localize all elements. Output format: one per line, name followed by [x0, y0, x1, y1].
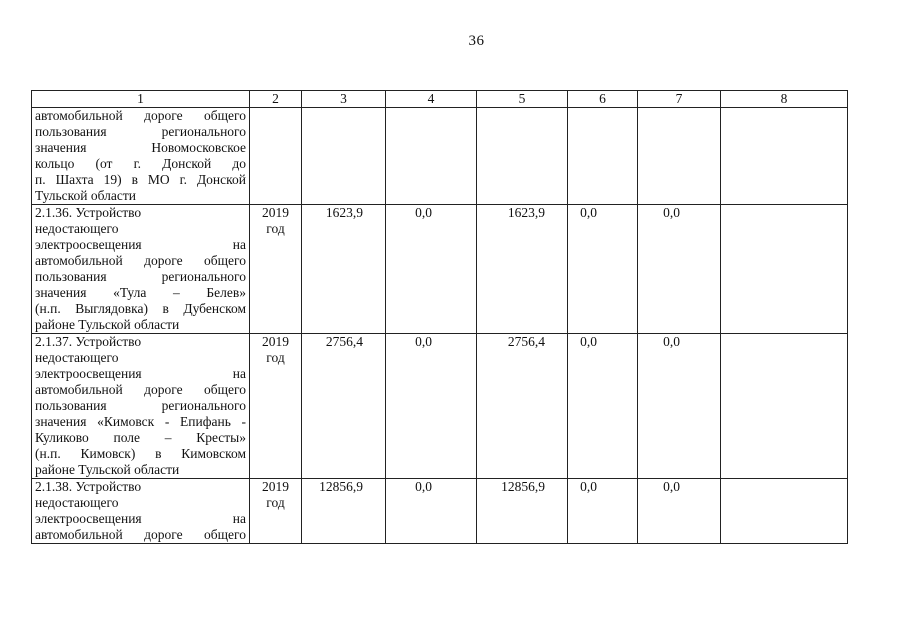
item-name-line: пользования регионального	[35, 269, 246, 284]
value-cell-8	[721, 205, 848, 334]
header-cell: 2	[250, 91, 302, 108]
header-cell: 5	[477, 91, 568, 108]
value-cell-4: 0,0	[386, 334, 477, 479]
value-cell-3	[302, 108, 386, 205]
item-name-line: недостающего	[35, 350, 119, 365]
value-cell-3: 12856,9	[302, 479, 386, 544]
year-value: 2019	[262, 334, 289, 349]
item-name-line: (н.п. Кимовск) в Кимовском	[35, 446, 246, 461]
item-name-line: электроосвещения на	[35, 237, 246, 252]
year-cell	[250, 108, 302, 205]
item-name-line: пользования регионального	[35, 124, 246, 139]
item-name-line: электроосвещения на	[35, 511, 246, 526]
item-name-line: значения Новомосковское	[35, 140, 246, 155]
item-name-line: районе Тульской области	[35, 462, 180, 477]
value-cell-7: 0,0	[638, 334, 721, 479]
item-name-line: (н.п. Выглядовка) в Дубенском	[35, 301, 246, 316]
item-name-line: автомобильной дороге общего	[35, 253, 246, 268]
item-name-line: районе Тульской области	[35, 317, 180, 332]
item-name-line: недостающего	[35, 221, 119, 236]
item-name-line: Тульской области	[35, 188, 136, 203]
year-unit: год	[266, 495, 285, 510]
page-number: 36	[468, 33, 485, 49]
item-name-line: 2.1.36. Устройство	[35, 205, 142, 220]
item-name-cell	[32, 205, 250, 334]
item-name-line: пользования регионального	[35, 398, 246, 413]
value-cell-7: 0,0	[638, 205, 721, 334]
table-row	[32, 479, 848, 544]
value-cell-4	[386, 108, 477, 205]
item-name-cell	[32, 334, 250, 479]
table-row	[32, 205, 848, 334]
item-name-line: недостающего	[35, 495, 119, 510]
value-cell-3: 1623,9	[302, 205, 386, 334]
item-name-line: 2.1.38. Устройство	[35, 479, 142, 494]
value-cell-6	[568, 108, 638, 205]
year-cell	[250, 334, 302, 479]
item-name-line: автомобильной дороге общего	[35, 382, 246, 397]
header-cell: 7	[638, 91, 721, 108]
year-cell	[250, 205, 302, 334]
year-cell	[250, 479, 302, 544]
value-cell-5: 1623,9	[477, 205, 568, 334]
value-cell-3: 2756,4	[302, 334, 386, 479]
item-name-line: автомобильной дороге общего	[35, 108, 246, 123]
value-cell-5: 2756,4	[477, 334, 568, 479]
value-cell-5: 12856,9	[477, 479, 568, 544]
value-cell-6: 0,0	[568, 479, 638, 544]
value-cell-8	[721, 334, 848, 479]
header-cell: 3	[302, 91, 386, 108]
item-name-line: автомобильной дороге общего	[35, 527, 246, 542]
item-name-line: значения «Тула – Белев»	[35, 285, 246, 300]
year-unit: год	[266, 221, 285, 236]
value-cell-4: 0,0	[386, 205, 477, 334]
value-cell-5	[477, 108, 568, 205]
header-cell: 6	[568, 91, 638, 108]
item-name-cell	[32, 479, 250, 544]
item-name-line: значения «Кимовск - Епифань -	[35, 414, 246, 429]
value-cell-6: 0,0	[568, 334, 638, 479]
value-cell-7: 0,0	[638, 479, 721, 544]
header-row	[32, 91, 848, 108]
table-row	[32, 334, 848, 479]
value-cell-4: 0,0	[386, 479, 477, 544]
year-value: 2019	[262, 479, 289, 494]
header-cell: 4	[386, 91, 477, 108]
item-name-line: п. Шахта 19) в МО г. Донской	[35, 172, 246, 187]
year-value: 2019	[262, 205, 289, 220]
value-cell-8	[721, 108, 848, 205]
value-cell-8	[721, 479, 848, 544]
header-cell: 8	[721, 91, 848, 108]
item-name-line: 2.1.37. Устройство	[35, 334, 142, 349]
item-name-cell	[32, 108, 250, 205]
year-unit: год	[266, 350, 285, 365]
table-row	[32, 108, 848, 205]
header-cell: 1	[32, 91, 250, 108]
value-cell-7	[638, 108, 721, 205]
item-name-line: электроосвещения на	[35, 366, 246, 381]
item-name-line: Куликово поле – Кресты»	[35, 430, 246, 445]
value-cell-6: 0,0	[568, 205, 638, 334]
item-name-line: кольцо (от г. Донской до	[35, 156, 246, 171]
budget-table	[31, 90, 848, 544]
